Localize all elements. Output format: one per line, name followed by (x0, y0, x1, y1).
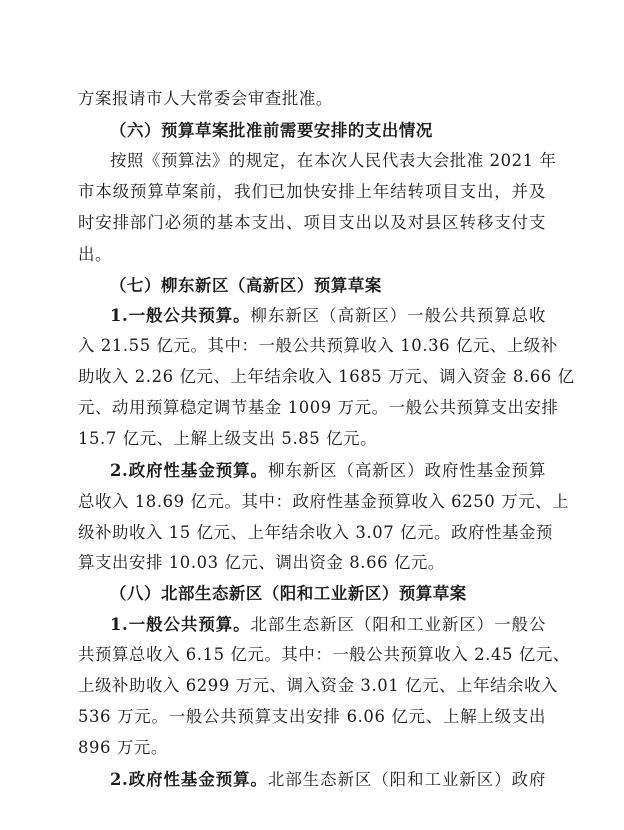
paragraph-line: 上级补助收入 6299 万元、调入资金 3.01 亿元、上年结余收入 (78, 676, 559, 695)
paragraph-line: 级补助收入 15 亿元、上年结余收入 3.07 亿元。政府性基金预 (78, 523, 553, 542)
paragraph-text: 柳东新区（高新区）政府性基金预算 (267, 461, 546, 480)
paragraph-line: 入 21.55 亿元。其中：一般公共预算收入 10.36 亿元、上级补 (78, 336, 558, 355)
paragraph-line: 市本级预算草案前，我们已加快安排上年结转项目支出，并及 (78, 182, 546, 201)
section-heading-6: （六）预算草案批准前需要安排的支出情况 (110, 121, 433, 140)
section-heading-8: （八）北部生态新区（阳和工业新区）预算草案 (110, 584, 467, 603)
paragraph-line (110, 770, 546, 790)
subheading-general-budget: 1.一般公共预算。 (110, 306, 251, 325)
paragraph-text: 柳东新区（高新区）一般公共预算总收 (250, 306, 546, 325)
subheading-fund-budget: 2.政府性基金预算。 (110, 770, 268, 789)
subheading-general-budget: 1.一般公共预算。 (110, 615, 251, 634)
section-heading-7: （七）柳东新区（高新区）预算草案 (110, 276, 382, 295)
paragraph-line: 助收入 2.26 亿元、上年结余收入 1685 万元、调入资金 8.66 亿 (78, 367, 575, 386)
paragraph-line: 15.7 亿元、上解上级支出 5.85 亿元。 (78, 429, 378, 448)
paragraph-line (110, 615, 546, 635)
paragraph-line: 方案报请市人大常委会审查批准。 (78, 89, 333, 108)
paragraph-text: 北部生态新区（阳和工业新区）一般公 (250, 615, 546, 634)
paragraph-line: 总收入 18.69 亿元。其中：政府性基金预算收入 6250 万元、上 (78, 492, 570, 511)
subheading-fund-budget: 2.政府性基金预算。 (110, 461, 268, 480)
paragraph-line: 算支出安排 10.03 亿元、调出资金 8.66 亿元。 (78, 553, 445, 572)
paragraph-line (110, 461, 546, 481)
paragraph-line: 共预算总收入 6.15 亿元。其中：一般公共预算收入 2.45 亿元、 (78, 645, 570, 664)
paragraph-line: 出。 (78, 245, 112, 264)
paragraph-line (110, 306, 546, 326)
paragraph-text: 北部生态新区（阳和工业新区）政府 (267, 770, 546, 789)
paragraph-line: 按照《预算法》的规定，在本次人民代表大会批准 2021 年 (110, 151, 557, 170)
paragraph-line: 536 万元。一般公共预算支出安排 6.06 亿元、上解上级支出 (78, 707, 546, 726)
paragraph-line: 时安排部门必须的基本支出、项目支出以及对县区转移支付支 (78, 213, 546, 232)
paragraph-line: 元、动用预算稳定调节基金 1009 万元。一般公共预算支出安排 (78, 398, 559, 417)
paragraph-line: 896 万元。 (78, 738, 168, 757)
